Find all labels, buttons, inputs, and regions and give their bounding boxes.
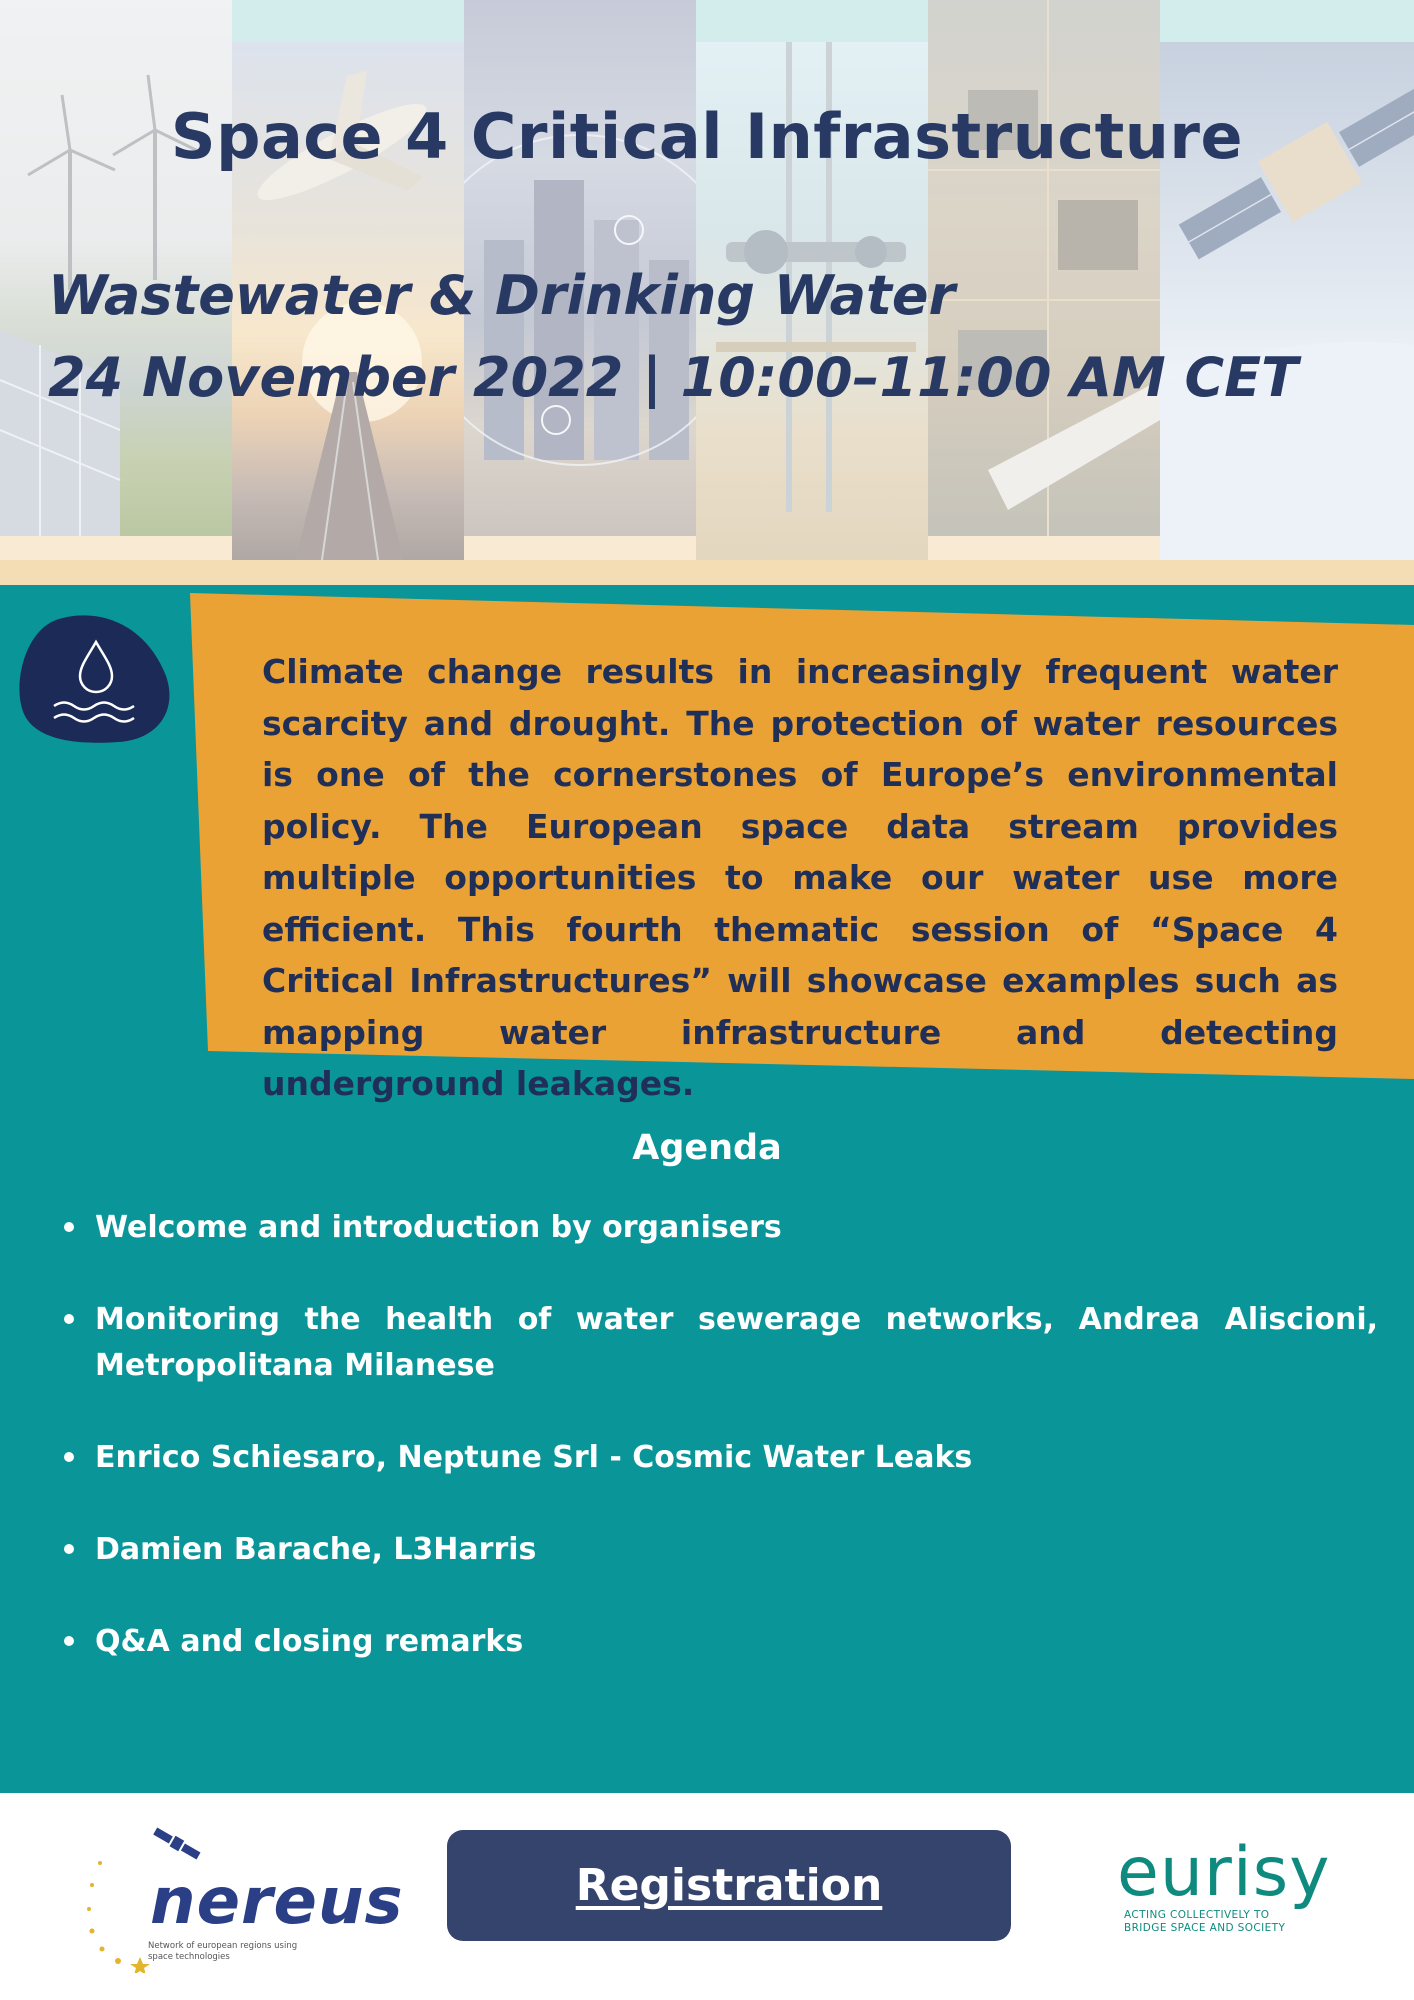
bullet-icon xyxy=(64,1222,74,1232)
bullet-icon xyxy=(64,1452,74,1462)
agenda-item xyxy=(62,1619,1378,1665)
agenda-list xyxy=(62,1205,1378,1711)
eurisy-tagline-line1: ACTING COLLECTIVELY TO xyxy=(1124,1909,1270,1921)
agenda-item-text: Damien Barache, L3Harris xyxy=(95,1532,537,1567)
agenda-item xyxy=(62,1205,1378,1251)
eurisy-tagline xyxy=(1124,1909,1285,1935)
eurisy-wordmark: eurisy xyxy=(1117,1833,1331,1912)
agenda-item-text: Q&A and closing remarks xyxy=(95,1624,524,1659)
agenda-item-text: Welcome and introduction by organisers xyxy=(95,1210,782,1245)
nereus-logo[interactable] xyxy=(86,1823,404,1973)
nereus-tagline: Network of european regions using space technologies xyxy=(148,1941,298,1962)
intro-description: Climate change results in increasingly frequent water scarcity and drought. The protection of water resources is one of the cornerstones of Europe’s environmental policy. The European space data stream provides multiple opportunities to make our water use more efficient. This fourth thematic session of “Space 4 Critical Infrastructures” will showcase examples such as mapping water infrastructure and detecting underground leakages. xyxy=(262,652,1338,1103)
bullet-icon xyxy=(64,1544,74,1554)
agenda-item-text: Monitoring the health of water sewerage networks, Andrea Aliscioni, Metropolitana Milanese xyxy=(95,1302,1378,1383)
eurisy-logo[interactable] xyxy=(1110,1833,1340,1961)
agenda-item xyxy=(62,1435,1378,1481)
registration-link[interactable]: Registration xyxy=(575,1860,883,1911)
hero-collage xyxy=(0,0,1414,600)
agenda-item-text: Enrico Schiesaro, Neptune Srl - Cosmic Water Leaks xyxy=(95,1440,973,1475)
water-drop-icon xyxy=(18,614,172,746)
registration-button[interactable] xyxy=(447,1830,1011,1941)
agenda-item xyxy=(62,1527,1378,1573)
footer xyxy=(0,1793,1414,2000)
nereus-wordmark: nereus xyxy=(150,1865,404,1939)
agenda-title: Agenda xyxy=(632,1128,782,1168)
event-datetime: 24 November 2022 | 10:00–11:00 AM CET xyxy=(48,346,1298,409)
event-subtitle: Wastewater & Drinking Water xyxy=(48,264,956,327)
bullet-icon xyxy=(64,1636,74,1646)
page-title: Space 4 Critical Infrastructure xyxy=(170,100,1244,173)
agenda-item xyxy=(62,1297,1378,1389)
eurisy-tagline-line2: BRIDGE SPACE AND SOCIETY xyxy=(1124,1922,1286,1934)
bullet-icon xyxy=(64,1314,74,1324)
